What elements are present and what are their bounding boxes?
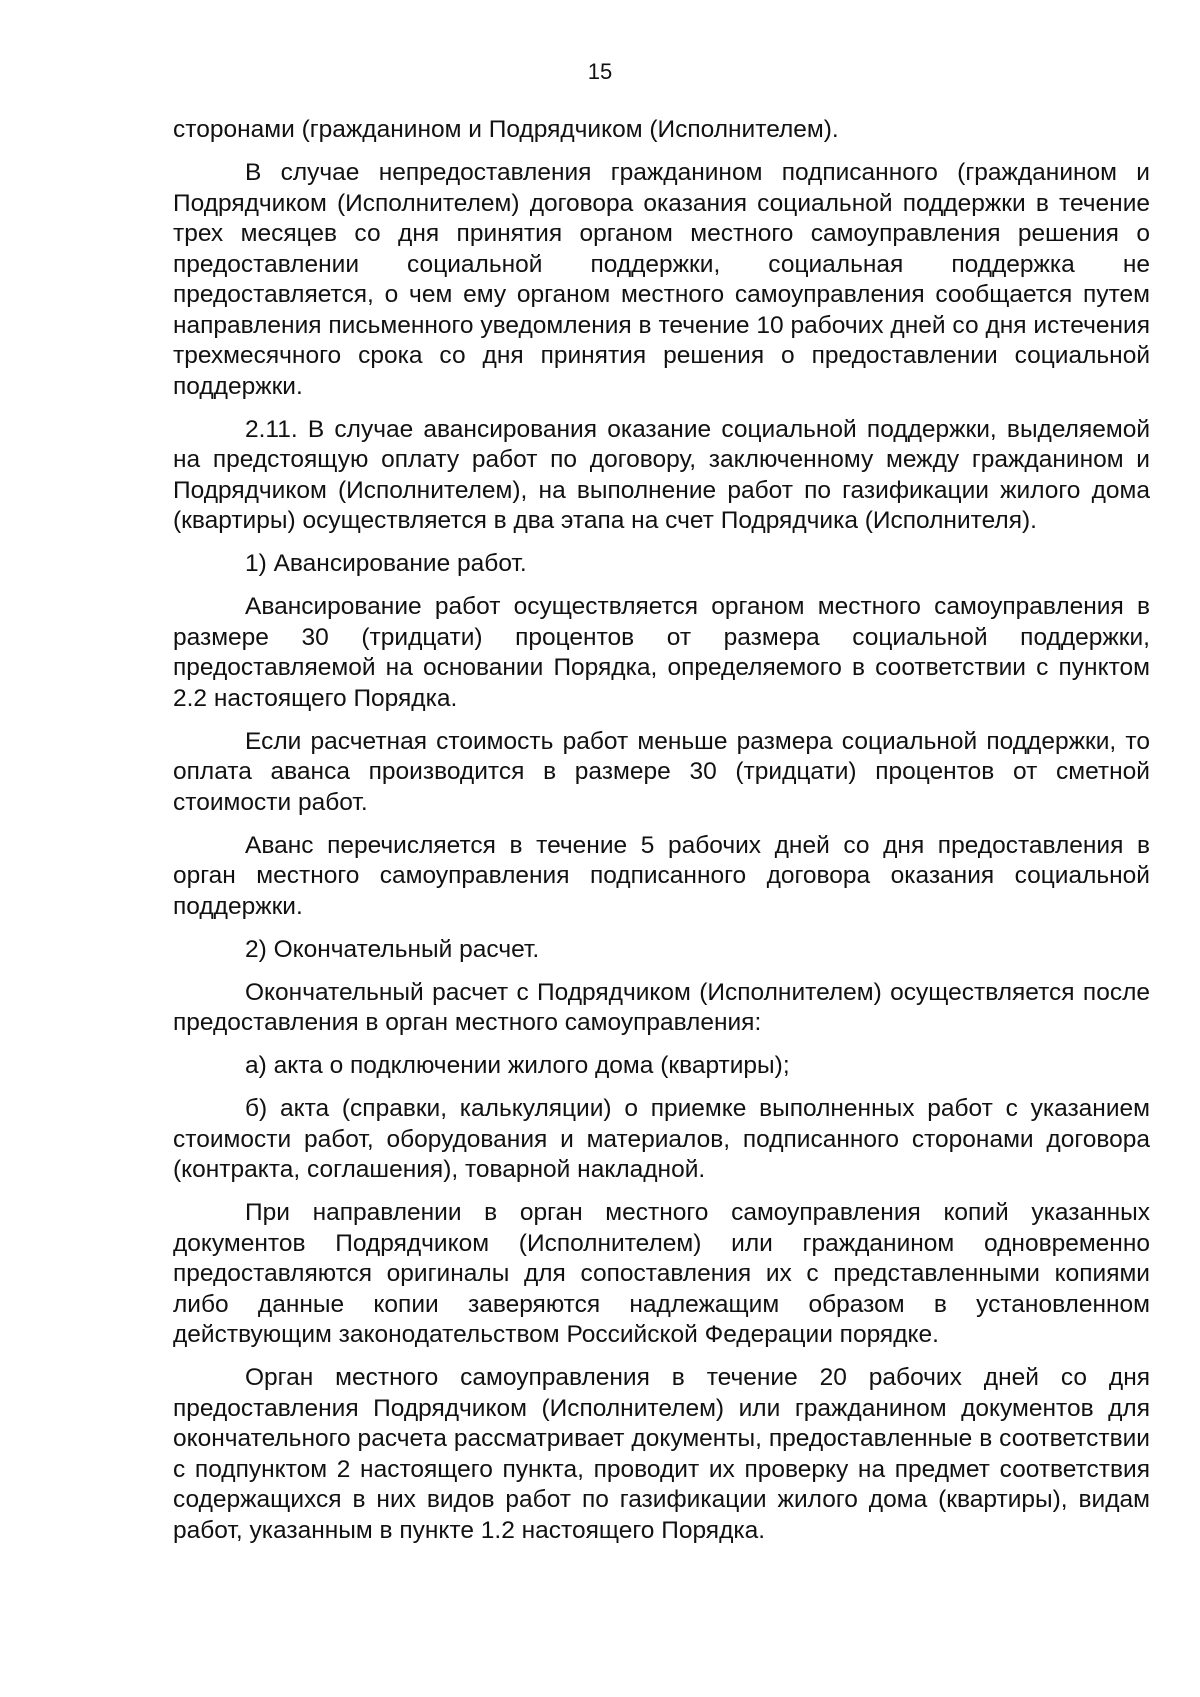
paragraph-advance-transfer: Аванс перечисляется в течение 5 рабочих дней со дня предоставления в орган местного самоуправления подписанного договора оказания социальной поддержки.: [173, 831, 1150, 920]
paragraph-copies: При направлении в орган местного самоуправления копий указанных документов Подрядчиком (Исполнителем) или гражданином одновременно предоставляются оригиналы для сопоставления их с представленными копиями либо данные копии заверяются надлежащим образом в установленном действующим законодательством Российской Федерации порядке.: [173, 1199, 1150, 1348]
paragraph-estimated-cost: Если расчетная стоимость работ меньше размера социальной поддержки, то оплата аванса производится в размере 30 (тридцати) процентов от сметной стоимости работ.: [173, 727, 1150, 816]
subheading-final-settlement: 2) Окончательный расчет.: [245, 935, 540, 963]
list-item-a: а) акта о подключении жилого дома (квартиры);: [245, 1052, 790, 1079]
paragraph-final-settlement: Окончательный расчет с Подрядчиком (Исполнителем) осуществляется после предоставления в орган местного самоуправления:: [173, 978, 1150, 1036]
document-body: [173, 115, 1150, 1559]
page-number: 15: [587, 59, 613, 84]
paragraph-advance-amount: Авансирование работ осуществляется органом местного самоуправления в размере 30 (тридцати) процентов от размера социальной поддержки, предоставляемой на основании Порядка, определяемого в соответствии с пунктом 2.2 настоящего Порядка.: [173, 593, 1150, 712]
paragraph-2-11: 2.11. В случае авансирования оказание социальной поддержки, выделяемой на предстоящую оплату работ по договору, заключенному между гражданином и Подрядчиком (Исполнителем), на выполнение работ по газификации жилого дома (квартиры) осуществляется в два этапа на счет Подрядчика (Исполнителя).: [173, 415, 1150, 534]
paragraph-review: Орган местного самоуправления в течение 20 рабочих дней со дня предоставления Подрядчиком (Исполнителем) или гражданином документов для окончательного расчета рассматривает документы, предоставленные в соответствии с подпунктом 2 настоящего пункта, проводит их проверку на предмет соответствия содержащихся в них видов работ по газификации жилого дома (квартиры), видам работ, указанным в пункте 1.2 настоящего Порядка.: [173, 1364, 1150, 1544]
paragraph-continuation: сторонами (гражданином и Подрядчиком (Исполнителем).: [173, 116, 839, 143]
subheading-advance: 1) Авансирование работ.: [245, 550, 527, 577]
paragraph-non-submission: В случае непредоставления гражданином подписанного (гражданином и Подрядчиком (Исполнителем) договора оказания социальной поддержки в течение трех месяцев со дня принятия органом местного самоуправления решения о предоставлении социальной поддержки, социальная поддержка не предоставляется, о чем ему органом местного самоуправления сообщается путем направления письменного уведомления в течение 10 рабочих дней со дня истечения трехмесячного срока со дня принятия решения о предоставлении социальной поддержки.: [173, 159, 1150, 400]
list-item-b: б) акта (справки, калькуляции) о приемке выполненных работ с указанием стоимости работ, оборудования и материалов, подписанного сторонами договора (контракта, соглашения), товарной накладной.: [173, 1095, 1150, 1183]
